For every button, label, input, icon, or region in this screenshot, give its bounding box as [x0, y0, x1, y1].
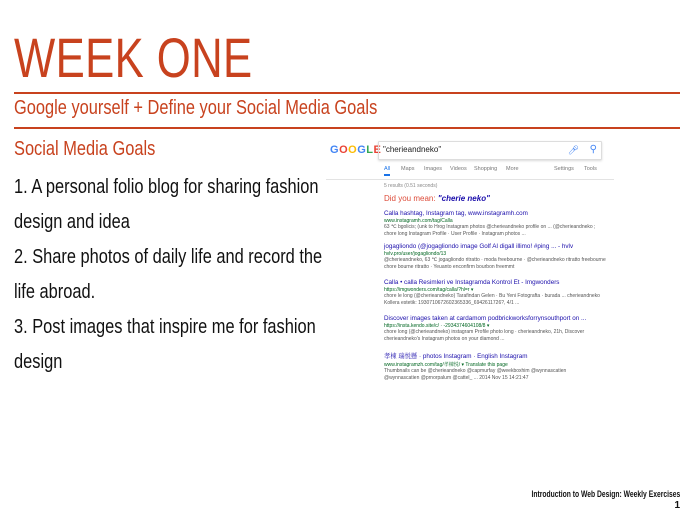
- tab-maps[interactable]: Maps: [401, 166, 415, 172]
- goal-item: 2. Share photos of daily life and record the life abroad.: [14, 246, 323, 303]
- result-snippet: cherieandneko's Instagram photos on your diamond ...: [384, 335, 505, 342]
- result-title[interactable]: 孝棟 瑞悦懸 · photos Instagram · English Instagram: [384, 353, 528, 360]
- microphone-icon[interactable]: 🎤︎: [567, 145, 579, 155]
- footer-course-label: Introduction to Web Design: Weekly Exercises: [531, 489, 680, 499]
- did-you-mean-link[interactable]: "cherie neko": [437, 194, 490, 203]
- result-url: www.instagramzh.com/tag/孝棟悦/ ▾ Translate this page: [384, 362, 508, 368]
- result-url: https://imgwonders.com/tag/calla/?hl=r ▾: [384, 287, 474, 293]
- result-title[interactable]: jogagliondo (@jogagliondo image Golf Al digall illimo! #ping ... - hvlv: [384, 243, 574, 250]
- tabs-divider: [326, 179, 614, 180]
- search-tabs: [384, 166, 612, 178]
- tab-settings[interactable]: Settings: [554, 166, 574, 172]
- did-you-mean-label: Did you mean:: [384, 194, 436, 203]
- tab-all[interactable]: All: [384, 166, 390, 176]
- did-you-mean: [384, 194, 490, 203]
- result-snippet: @cherieandneko, 63 ℃ jogagliondo ritratto · moda freebourne · @cherieandneko ritratto freebourne: [384, 257, 606, 263]
- search-result: [384, 210, 609, 237]
- result-snippet: @wynnascatien @prnorpalum @cattel_ ... 2014 Nov 15 14:21:47: [384, 374, 529, 381]
- result-url: https://insta.kendo.site/c/ · -2934374604108/8 ▾: [384, 323, 490, 329]
- result-snippet: chore long (@cherieandneko) instagram Profile photo long · cherieandneko, 21h, Discover: [384, 329, 585, 335]
- result-url: www.instagramh.com/tag/Calla: [384, 218, 453, 224]
- tab-videos[interactable]: Videos: [450, 166, 467, 172]
- google-logo: GOOGLE: [330, 144, 382, 156]
- section-heading: Social Media Goals: [14, 138, 156, 160]
- search-icon[interactable]: ⚲: [589, 144, 597, 155]
- result-snippet: Kollera estetik: 1930710672602365336_6942611726?, 4/1 ...: [384, 299, 520, 306]
- result-snippet: chore long Instagram Profile · User Profile · Instagram photos ...: [384, 230, 526, 237]
- result-url: hvlv.pro/user/jogagliondo/13: [384, 251, 447, 257]
- result-title[interactable]: Calla • calla Resimleri ve Instagramda Kontrol Et - Imgwonders: [384, 279, 560, 286]
- tab-shopping[interactable]: Shopping: [474, 166, 498, 172]
- title-divider: [14, 92, 680, 94]
- search-result: [384, 243, 609, 270]
- subtitle-divider: [14, 127, 680, 129]
- google-search-screenshot: [326, 130, 614, 392]
- result-title[interactable]: Calla hashtag, Instagram tag, www.instagramh.com: [384, 210, 528, 217]
- goal-item: 3. Post images that inspire me for fashion design: [14, 316, 316, 373]
- tab-tools[interactable]: Tools: [584, 166, 597, 172]
- page-number: 1: [674, 500, 680, 511]
- search-query: "cherieandneko": [383, 145, 442, 154]
- search-result: [384, 315, 609, 342]
- goal-item: 1. A personal folio blog for sharing fashion design and idea: [14, 176, 319, 233]
- slide-subtitle: Google yourself + Define your Social Media Goals: [14, 97, 378, 119]
- slide-title: WEEK ONE: [14, 26, 253, 89]
- tab-more[interactable]: More: [506, 166, 519, 172]
- search-result: [384, 351, 609, 381]
- result-snippet: Thumbnails can be @cherieandneko @capmurfay @weekboxhim @wynnascatien: [384, 368, 567, 374]
- result-title[interactable]: Discover images taken at cardamom podbrickworksforrynsouthport on ...: [384, 315, 587, 322]
- result-snippet: 63 ℃ bgolicis; (unk to Hrog Instagram photos @cherieandneko profile on ... (@cherieandneko ;: [384, 224, 596, 230]
- result-snippet: chore le long (@cherieandneko) Tarafindan Gelen · Bu Yeni Fotografta · burada ... cherieandneko: [384, 293, 600, 299]
- search-result: [384, 279, 609, 306]
- goals-list: [14, 170, 334, 380]
- result-stats: 5 results (0.51 seconds): [384, 183, 438, 189]
- result-snippet: chore bourne ritratto · Yeuanto enconfirm bourbon freemmt: [384, 263, 515, 270]
- search-input[interactable]: [378, 141, 602, 160]
- google-header: [326, 130, 614, 164]
- tab-images[interactable]: Images: [424, 166, 443, 172]
